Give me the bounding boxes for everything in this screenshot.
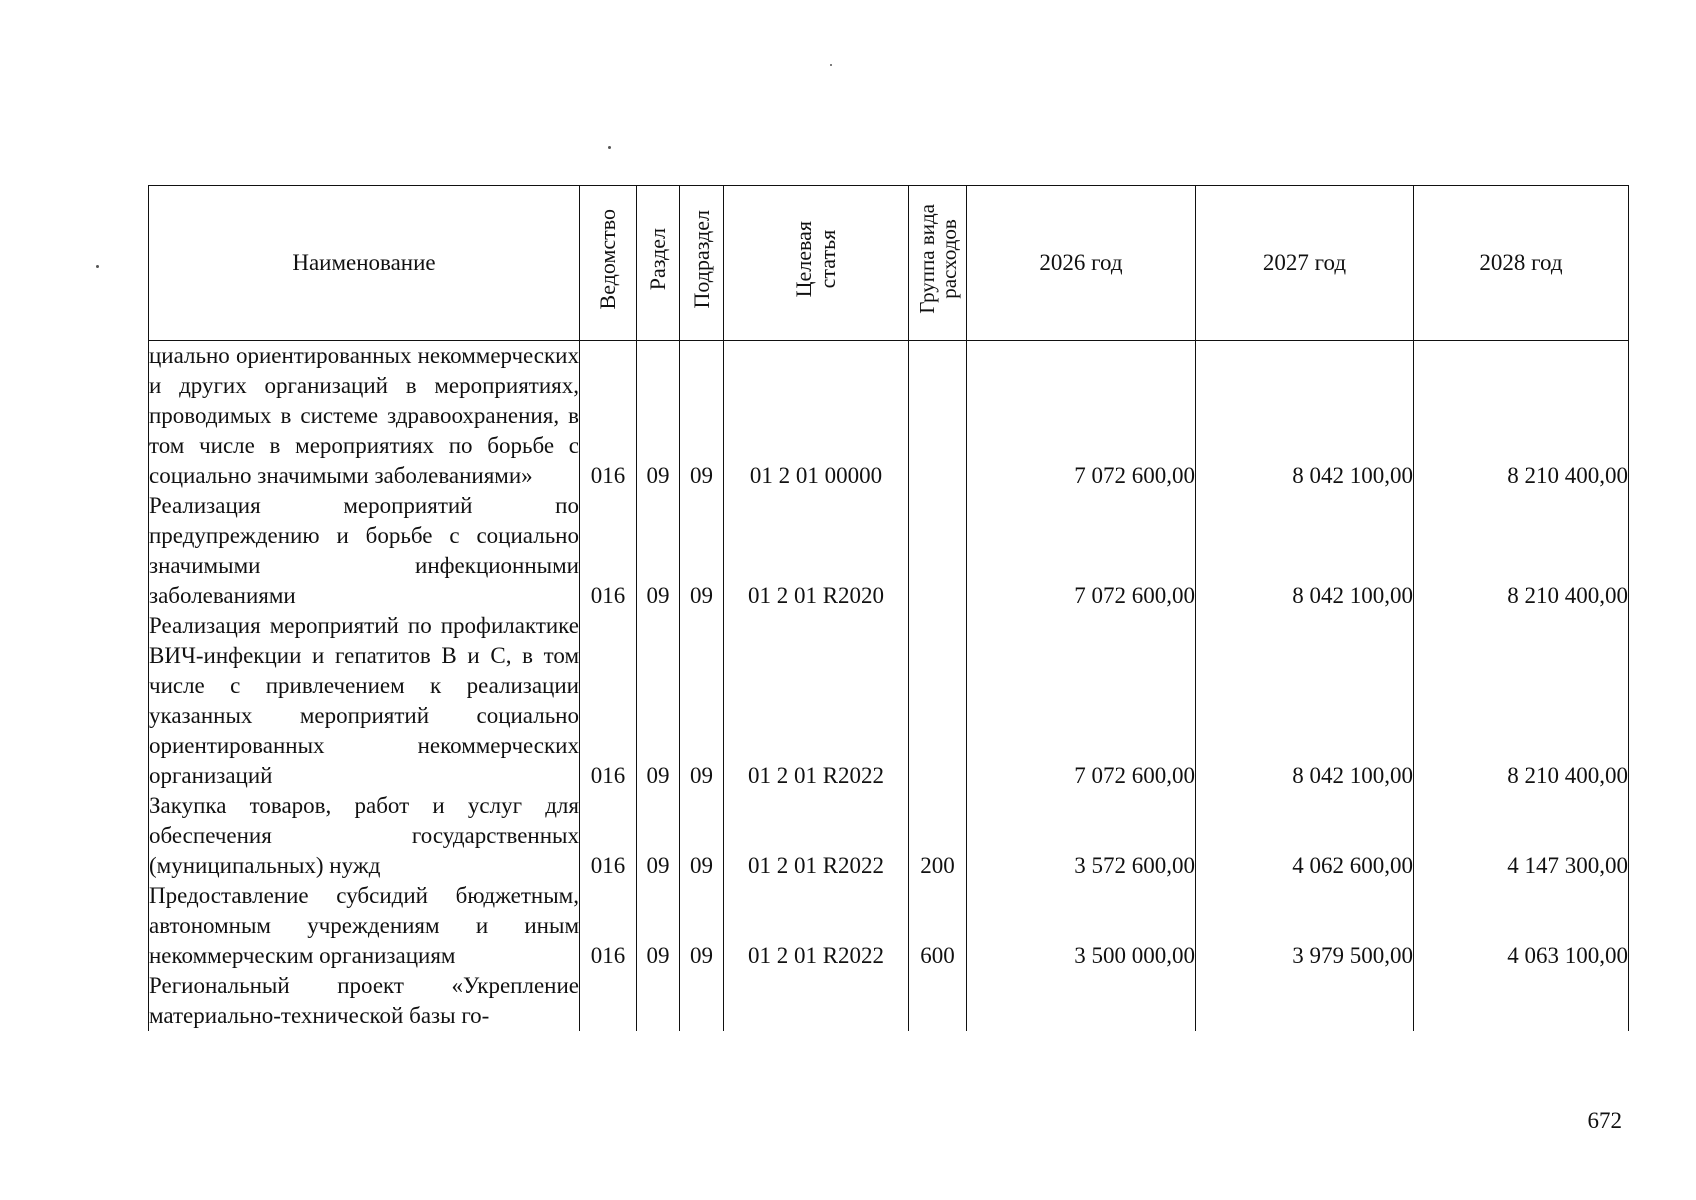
header-subsection: [680, 186, 724, 341]
row-department: 016: [580, 881, 637, 971]
row-2028: 8 210 400,00: [1414, 491, 1629, 611]
row-2027: 3 979 500,00: [1196, 881, 1414, 971]
row-2026: 7 072 600,00: [967, 491, 1196, 611]
row-target: [724, 971, 909, 1031]
table-row: [149, 971, 1629, 1031]
header-name: Наименование: [149, 186, 580, 341]
row-name: Региональный проект «Укрепление материально-технической базы го-: [149, 971, 580, 1031]
row-2027: 8 042 100,00: [1196, 341, 1414, 492]
header-expense-line1: Группа вида: [914, 204, 939, 314]
row-name: циально ориентированных некоммерческих и других организаций в мероприятиях, проводимых в системе здравоохранения, в том числе в мероприятиях по борьбе с социально значимыми заболеваниями»: [149, 341, 580, 492]
row-name: Предоставление субсидий бюджетным, автономным учреждениям и иным некоммерческим организациям: [149, 881, 580, 971]
row-target: 01 2 01 R2022: [724, 611, 909, 791]
row-2026: [967, 971, 1196, 1031]
row-department: 016: [580, 611, 637, 791]
row-expense: 200: [909, 791, 967, 881]
scan-speck: [608, 146, 611, 149]
row-target: 01 2 01 R2020: [724, 491, 909, 611]
header-department: [580, 186, 637, 341]
row-2026: 3 500 000,00: [967, 881, 1196, 971]
row-expense: [909, 611, 967, 791]
row-expense: [909, 971, 967, 1031]
row-department: 016: [580, 491, 637, 611]
row-2028: 8 210 400,00: [1414, 341, 1629, 492]
table-row: [149, 341, 1629, 492]
header-year-2026: 2026 год: [967, 186, 1196, 341]
header-section: [637, 186, 680, 341]
header-department-label: Ведомство: [595, 208, 620, 310]
header-target-article: [724, 186, 909, 341]
row-2026: 7 072 600,00: [967, 341, 1196, 492]
row-2027: [1196, 971, 1414, 1031]
row-expense: 600: [909, 881, 967, 971]
table-row: [149, 881, 1629, 971]
row-2027: 8 042 100,00: [1196, 611, 1414, 791]
scan-speck: [96, 265, 99, 268]
scan-speck: [830, 64, 832, 66]
header-target-line1: Целевая: [791, 220, 816, 298]
row-subsection: 09: [680, 611, 724, 791]
page-number: 672: [1587, 1108, 1622, 1133]
header-year-2027: 2027 год: [1196, 186, 1414, 341]
row-section: 09: [637, 491, 680, 611]
row-subsection: 09: [680, 491, 724, 611]
header-target-line2: статья: [815, 229, 840, 289]
row-subsection: [680, 971, 724, 1031]
header-year-2028: 2028 год: [1414, 186, 1629, 341]
budget-table: [148, 185, 1629, 1031]
header-target-article-label: [792, 221, 840, 297]
row-name: Закупка товаров, работ и услуг для обеспечения государственных (муниципальных) нужд: [149, 791, 580, 881]
row-2028: [1414, 971, 1629, 1031]
row-name: Реализация мероприятий по профилактике ВИЧ-инфекции и гепатитов В и С, в том числе с привлечением к реализации указанных мероприятий социально ориентированных некоммерческих организаций: [149, 611, 580, 791]
row-subsection: 09: [680, 881, 724, 971]
header-expense-group-label: [916, 204, 960, 314]
row-target: 01 2 01 00000: [724, 341, 909, 492]
row-target: 01 2 01 R2022: [724, 881, 909, 971]
header-expense-group: [909, 186, 967, 341]
row-subsection: 09: [680, 791, 724, 881]
row-2027: 8 042 100,00: [1196, 491, 1414, 611]
row-section: 09: [637, 881, 680, 971]
row-department: 016: [580, 791, 637, 881]
header-section-label: Раздел: [645, 227, 670, 291]
row-department: [580, 971, 637, 1031]
row-target: 01 2 01 R2022: [724, 791, 909, 881]
row-section: [637, 971, 680, 1031]
row-section: 09: [637, 341, 680, 492]
row-2026: 3 572 600,00: [967, 791, 1196, 881]
row-2028: 8 210 400,00: [1414, 611, 1629, 791]
row-name: Реализация мероприятий по предупреждению и борьбе с социально значимыми инфекционными заболеваниями: [149, 491, 580, 611]
table-row: [149, 611, 1629, 791]
row-section: 09: [637, 611, 680, 791]
header-expense-line2: расходов: [936, 219, 961, 299]
row-subsection: 09: [680, 341, 724, 492]
row-expense: [909, 491, 967, 611]
table-header-row: [149, 186, 1629, 341]
header-subsection-label: Подраздел: [688, 209, 714, 309]
table-row: [149, 491, 1629, 611]
row-2027: 4 062 600,00: [1196, 791, 1414, 881]
table-row: [149, 791, 1629, 881]
row-2028: 4 147 300,00: [1414, 791, 1629, 881]
row-section: 09: [637, 791, 680, 881]
row-2026: 7 072 600,00: [967, 611, 1196, 791]
row-expense: [909, 341, 967, 492]
row-2028: 4 063 100,00: [1414, 881, 1629, 971]
row-department: 016: [580, 341, 637, 492]
